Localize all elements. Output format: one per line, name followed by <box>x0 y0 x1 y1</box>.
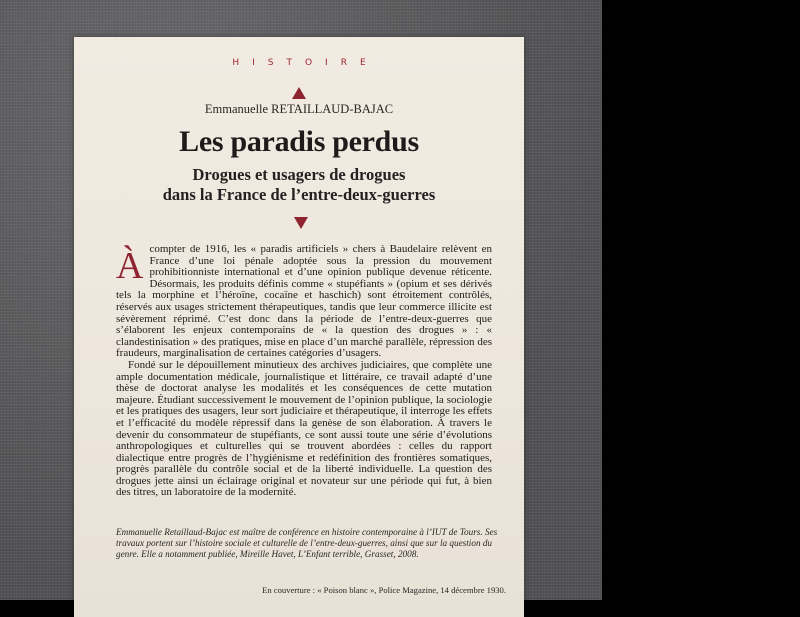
book-back-cover <box>74 37 524 617</box>
blurb-text <box>116 244 492 499</box>
cover-credit: En couverture : « Poison blanc », Police Magazine, 14 décembre 1930. <box>262 585 506 595</box>
subtitle-line: Drogues et usagers de drogues <box>192 165 406 184</box>
author-name: Emmanuelle RETAILLAUD-BAJAC <box>204 102 394 116</box>
blurb-paragraph: compter de 1916, les « paradis artificiels » chers à Baudelaire relèvent en France d’une loi pénale adoptée sous la pression du mouvement prohibitionniste international et d’une opinion publique devenue réticente. Désormais, les produits définis comme « stupéfiants » (opium et ses dérivés tels la morphine et l’héroïne, cocaïne et haschich) sont étroitement contrôlés, réservés aux usages strictement thérapeutiques, tandis que leur commerce illicite est sévèrement réprimé. C’est donc dans la période de l’entre-deux-guerres que s’élaborent les enjeux contemporains de « la question des drogues » : « clandestinisation » des pratiques, mise en place d’un marché parallèle, répression des fraudeurs, marginalisation de certaines catégories d’usagers. <box>116 243 492 360</box>
series-label: HISTOIRE <box>232 58 379 68</box>
blurb-paragraph: Fondé sur le dépouillement minutieux des archives judiciaires, que complète une ample documentation médicale, journalistique et littéraire, ce travail adapté d’une thèse de doctorat analyse les modalités et les conséquences de cette mutation majeure. Étudiant successivement le mouvement de l’opinion publique, la sociologie et les pratiques des usagers, leur sort judiciaire et thérapeutique, il interroge les effets et l’efficacité du modèle répressif dans la genèse de son élaboration. À travers le devenir du consommateur de stupéfiants, ce sont aussi toute une série d’évolutions anthropologiques et culturelles qui se trouvent abordées : celles du rapport dialectique entre progrès de l’hygiénisme et redéfinition des frontières somatiques, progrès parallèle du contrôle social et de la liberté individuelle. La question des drogues jette ainsi un éclairage original et novateur sur une période qui fut, à bien des titres, un laboratoire de la modernité. <box>116 358 492 499</box>
subtitle-line: dans la France de l’entre-deux-guerres <box>162 185 436 204</box>
book-subtitle <box>74 165 524 205</box>
author-bio: Emmanuelle Retaillaud-Bajac est maître de conférence en histoire contemporaine à l’IUT de Tours. Ses travaux portent sur l’histoire sociale et culturelle de l’entre-deux-guerres, ainsi que sur la question du genre. Elle a notamment publiée, Mireille Havet, L’Enfant terrible, Grasset, 2008. <box>116 527 498 559</box>
book-title: Les paradis perdus <box>179 125 419 158</box>
drop-cap: À <box>116 245 144 287</box>
triangle-up-icon <box>292 87 306 99</box>
triangle-down-icon <box>294 217 308 229</box>
black-border <box>602 0 800 600</box>
